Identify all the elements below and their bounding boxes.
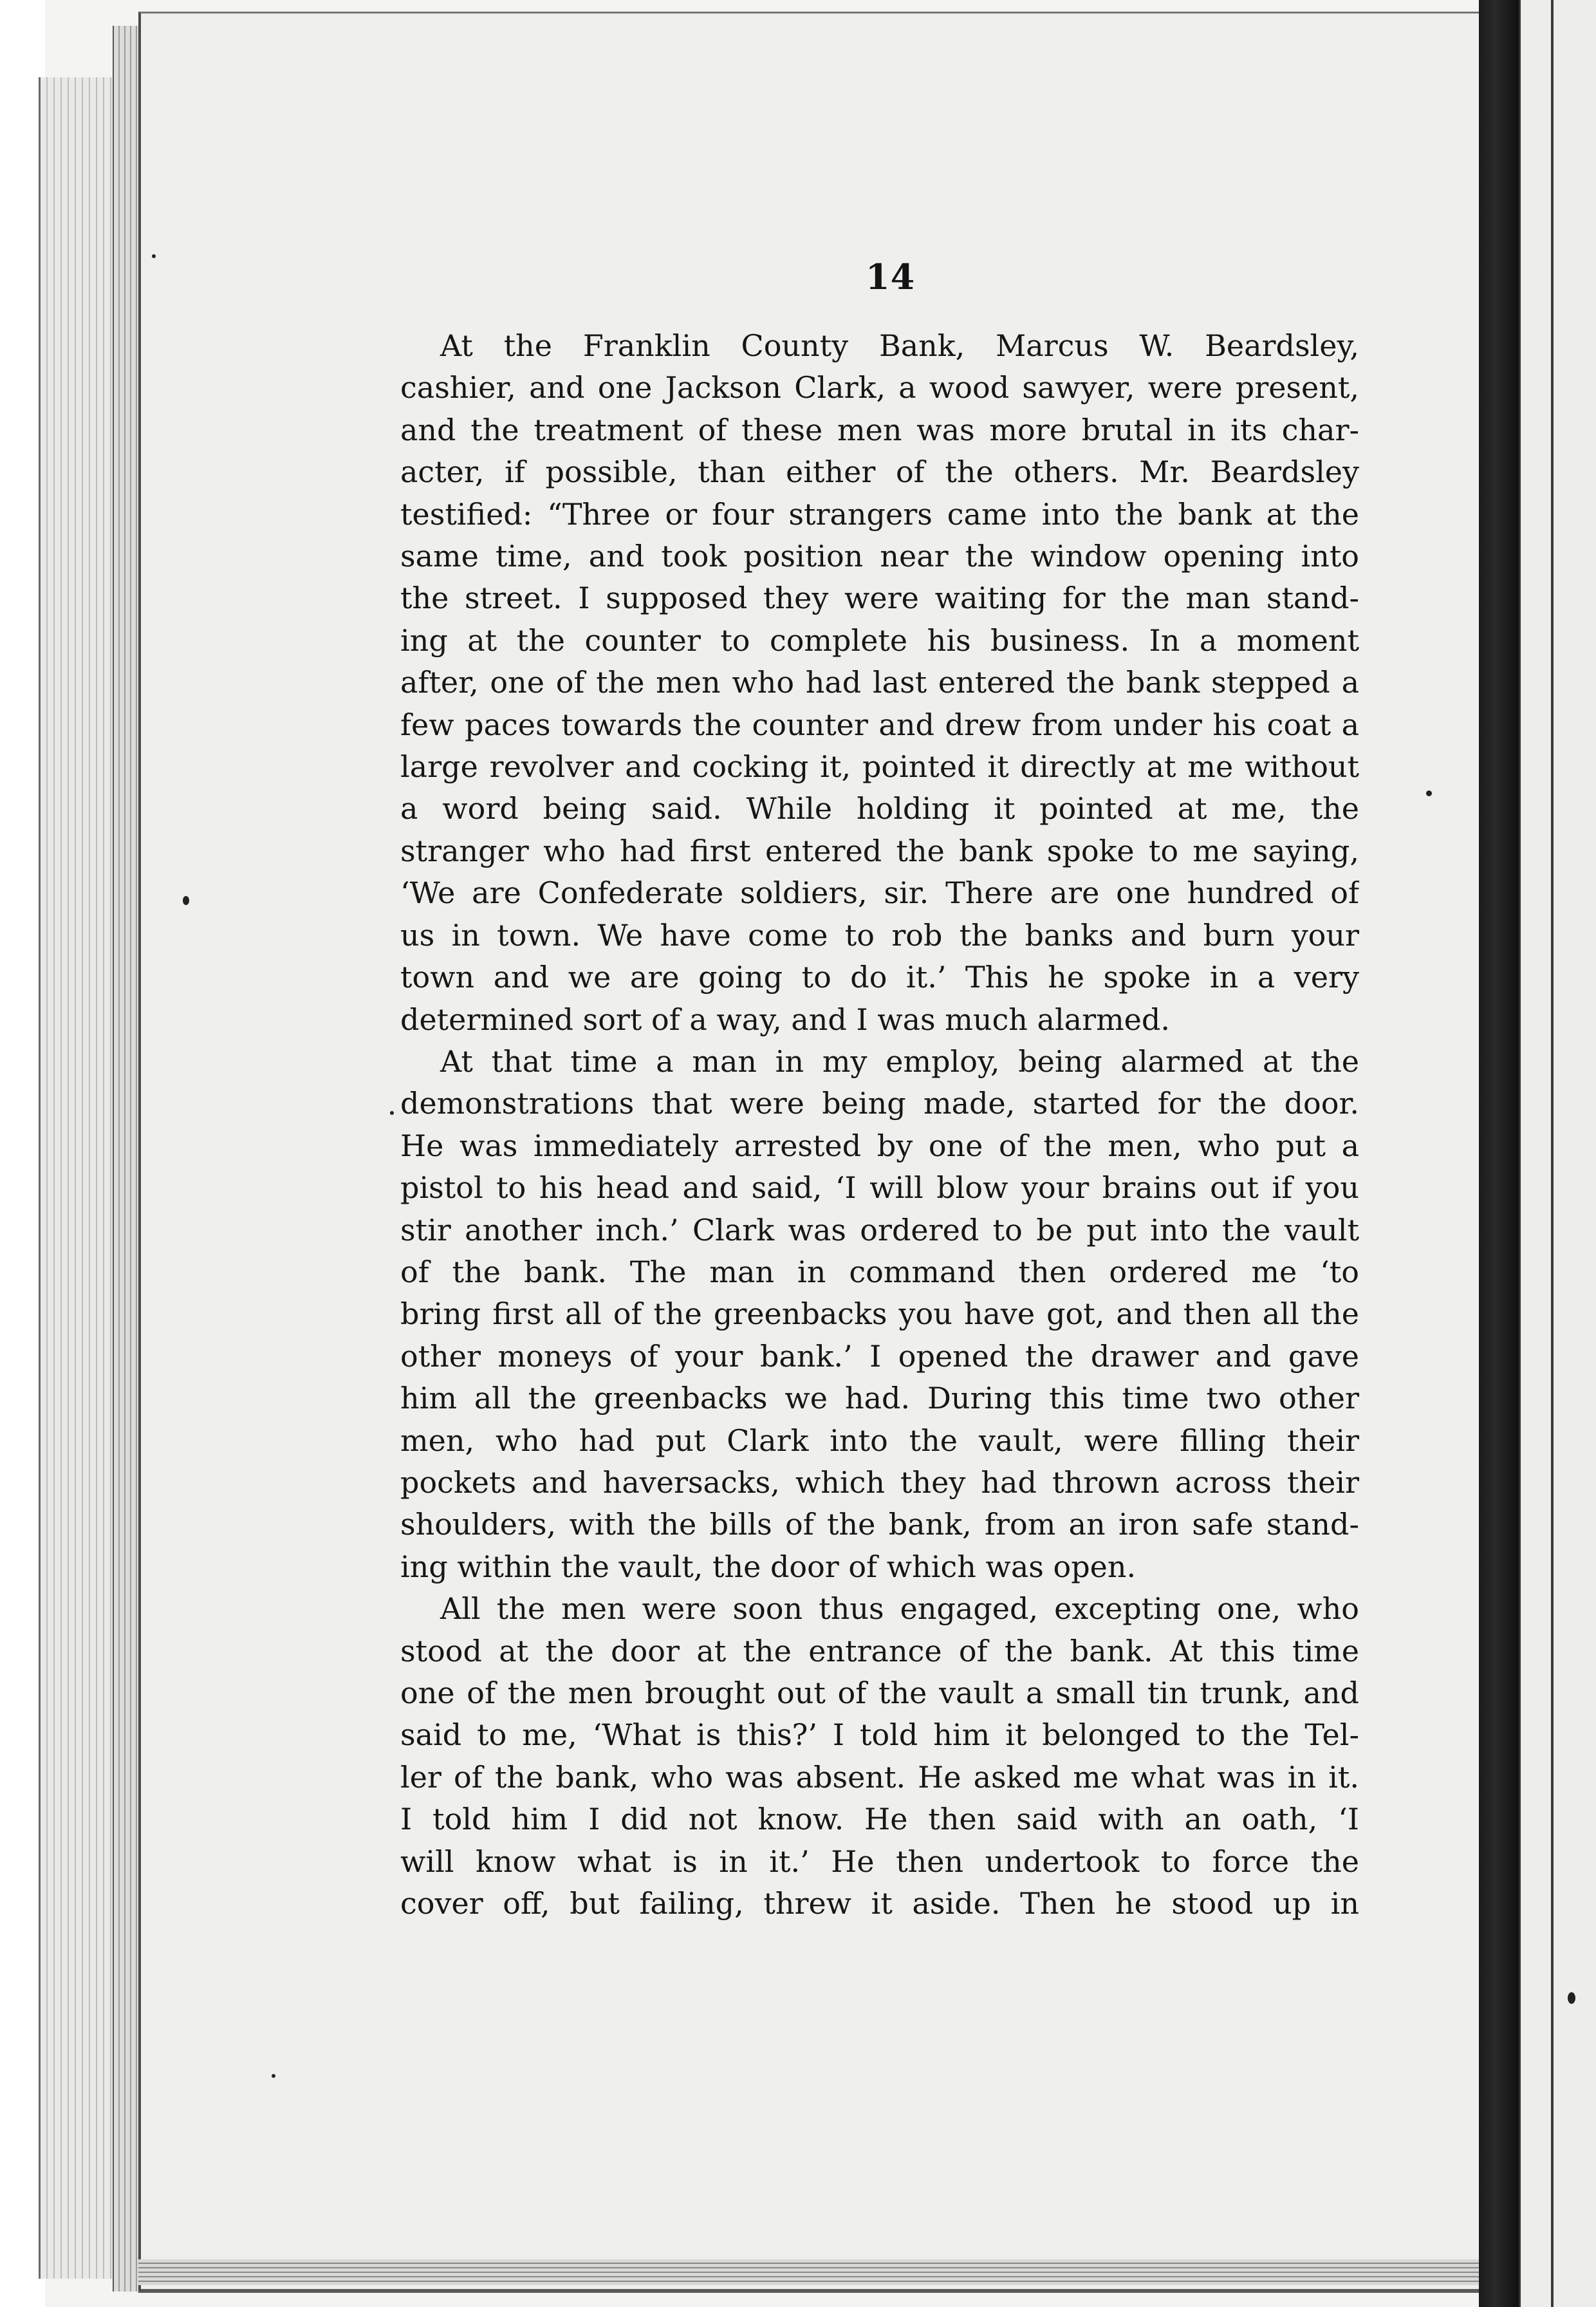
text-line: town and we are going to do it.’ This he spoke in a very — [400, 960, 1359, 995]
facing-page-edge — [1519, 0, 1596, 2307]
text-line: He was immediately arrested by one of the men, who put a — [400, 1128, 1359, 1163]
text-line: men, who had put Clark into the vault, were filling their — [400, 1423, 1359, 1458]
page-bottom-edges — [138, 2259, 1490, 2285]
text-line: stood at the door at the entrance of the bank. At this time — [400, 1633, 1359, 1668]
paragraph-1 — [400, 325, 1359, 1041]
text-line: All the men were soon thus engaged, excepting one, who — [440, 1591, 1359, 1627]
scan-speck — [1426, 790, 1432, 796]
text-line: shoulders, with the bills of the bank, from an iron safe stand- — [400, 1507, 1359, 1542]
text-line: said to me, ‘What is this?’ I told him it belonged to the Tel- — [400, 1717, 1359, 1753]
text-line: cover off, but failing, threw it aside. Then he stood up in — [400, 1886, 1359, 1921]
paragraph-2 — [400, 1041, 1359, 1588]
text-line: same time, and took position near the window opening into — [400, 539, 1359, 574]
text-line: cashier, and one Jackson Clark, a wood sawyer, were present, — [400, 370, 1359, 406]
text-line: and the treatment of these men was more brutal in its char- — [400, 412, 1359, 447]
text-line: stranger who had first entered the bank spoke to me saying, — [400, 833, 1359, 868]
text-line: testified: “Three or four strangers came into the bank at the — [400, 496, 1359, 532]
text-line: determined sort of a way, and I was much alarmed. — [400, 1002, 1170, 1037]
text-line: bring first all of the greenbacks you have got, and then all the — [400, 1296, 1359, 1332]
text-line: At that time a man in my employ, being alarmed at the — [440, 1043, 1359, 1079]
text-line: after, one of the men who had last entered the bank stepped a — [400, 665, 1359, 700]
text-line: him all the greenbacks we had. During this time two other — [400, 1381, 1359, 1416]
text-line: demonstrations that were being made, started for the door. — [400, 1086, 1359, 1121]
facing-page-border — [1551, 0, 1554, 2307]
text-line: pistol to his head and said, ‘I will blow your brains out if you — [400, 1170, 1359, 1206]
paragraph-3 — [400, 1588, 1359, 1925]
text-line: will know what is in it.’ He then undertook to force the — [400, 1844, 1359, 1879]
book-spine — [1479, 0, 1519, 2307]
text-line: of the bank. The man in command then ordered me ‘to — [400, 1254, 1359, 1289]
text-line: acter, if possible, than either of the others. Mr. Beardsley — [400, 454, 1359, 490]
scan-speck — [390, 1111, 394, 1115]
text-line: pockets and haversacks, which they had thrown across their — [400, 1464, 1359, 1500]
scan-speck — [272, 2074, 275, 2078]
scan-speck — [183, 896, 189, 905]
text-line: ler of the bank, who was absent. He asked me what was in it. — [400, 1759, 1359, 1795]
text-line: At the Franklin County Bank, Marcus W. Beardsley, — [440, 328, 1359, 363]
body-text — [400, 325, 1359, 1925]
text-line: ing within the vault, the door of which was open. — [400, 1549, 1137, 1584]
text-line: the street. I supposed they were waiting for the man stand- — [400, 581, 1359, 616]
page-number: 14 — [866, 256, 916, 297]
scan-speck — [152, 254, 156, 258]
scan-speck — [1568, 1992, 1575, 2004]
text-line: us in town. We have come to rob the banks and burn your — [400, 917, 1359, 953]
text-line: stir another inch.’ Clark was ordered to be put into the vault — [400, 1212, 1359, 1247]
text-line: ing at the counter to complete his business. In a moment — [400, 622, 1359, 658]
text-line: few paces towards the counter and drew from under his coat a — [400, 707, 1359, 742]
text-line: ‘We are Confederate soldiers, sir. There are one hundred of — [400, 875, 1359, 911]
text-line: a word being said. While holding it pointed at me, the — [400, 791, 1359, 827]
text-line: one of the men brought out of the vault a small tin trunk, and — [400, 1676, 1359, 1710]
text-line: I told him I did not know. He then said with an oath, ‘I — [400, 1802, 1359, 1837]
text-line: large revolver and cocking it, pointed it directly at me without — [400, 749, 1359, 785]
text-line: other moneys of your bank.’ I opened the drawer and gave — [400, 1338, 1359, 1374]
